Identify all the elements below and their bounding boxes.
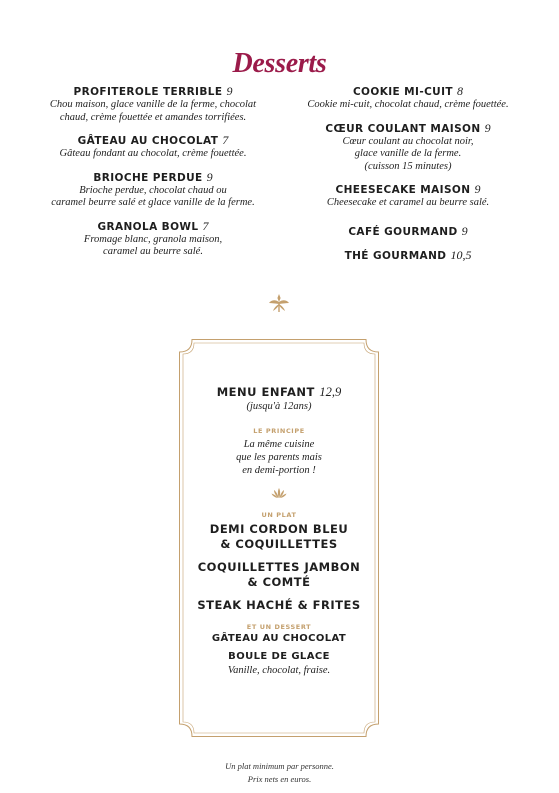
item-description [30,234,276,259]
menu-item [290,182,526,210]
dessert-label: ET UN DESSERT [246,623,312,631]
item-name: THÉ GOURMAND [344,249,447,262]
menu-item [30,219,276,259]
menu-item [30,133,276,161]
dish-line: COQUILLETTES JAMBON [197,560,361,574]
kids-dish [180,522,378,552]
desc-line: Fromage blanc, granola maison, [83,233,223,245]
item-name: COOKIE MI-CUIT [352,86,453,98]
dish-line: & COMTÉ [247,575,311,589]
principle-line: en demi-portion ! [242,465,316,476]
desc-line: Chou maison, glace vanille de la ferme, chocolat [49,99,257,110]
menu-item [290,84,526,112]
dish-label: UN PLAT [261,511,297,519]
principle-text [180,438,378,477]
menu-item [290,224,526,239]
footer-line: Prix nets en euros. [247,774,312,784]
item-description [30,148,276,161]
item-name: GÂTEAU AU CHOCOLAT [77,135,219,147]
kids-dessert: GÂTEAU AU CHOCOLAT [211,633,347,644]
kids-dish [180,598,378,613]
principle-line: que les parents mais [236,452,322,463]
item-description [290,197,526,210]
item-price: 9 [484,120,491,135]
item-description [30,99,276,124]
dish-line: DEMI CORDON BLEU [209,522,349,536]
item-name: PROFITEROLE TERRIBLE [73,86,223,98]
item-price: 9 [461,223,468,238]
item-price: 9 [474,182,481,196]
desc-line: caramel beurre salé et glace vanille de la ferme. [51,197,255,208]
age-note: (jusqu'à 12ans) [246,401,312,412]
item-price: 9 [226,84,233,98]
item-name: CŒUR COULANT MAISON [325,122,481,135]
kids-menu [180,385,378,677]
kids-dessert: BOULE DE GLACE [228,651,330,662]
item-name: CHEESECAKE MAISON [335,184,471,196]
item-name-line [30,170,276,185]
kids-menu-title [180,385,378,400]
menu-item [30,84,276,124]
item-price: 9 [206,169,213,184]
footer-note [0,760,559,786]
desc-line: Brioche perdue, chocolat chaud ou [79,184,227,196]
item-name-line [290,121,526,136]
dessert-note: Vanille, chocolat, fraise. [227,665,331,676]
item-name: GRANOLA BOWL [97,220,199,233]
item-name-line [30,219,276,234]
kids-menu-name: MENU ENFANT [216,385,315,399]
footer-line: Un plat minimum par personne. [225,761,334,771]
item-price: 10,5 [450,247,472,262]
item-price: 7 [222,133,229,147]
desc-line: Cœur coulant au chocolat noir, [342,135,474,147]
item-description [290,99,526,112]
desc-line: Cookie mi-cuit, chocolat chaud, crème fouettée. [307,99,509,110]
dessert-column-right [290,84,526,272]
dessert-column-left [30,84,276,268]
kids-dish [180,560,378,590]
desc-line: glace vanille de la ferme. [354,148,462,159]
lotus-sprig-icon [271,487,287,499]
page-title: Desserts [232,48,327,79]
dish-line: STEAK HACHÉ & FRITES [197,598,361,612]
item-name-line [290,248,526,263]
principle-label: LE PRINCIPE [253,427,305,435]
principle-line: La même cuisine [243,439,315,450]
item-description [290,136,526,174]
item-name-line [290,224,526,239]
item-description [30,185,276,210]
desc-line: (cuisson 15 minutes) [364,160,452,172]
fleur-ornament-icon [268,293,290,313]
item-price: 7 [202,218,209,233]
item-name: BRIOCHE PERDUE [93,171,203,184]
menu-item [290,121,526,174]
desc-line: Gâteau fondant au chocolat, crème fouettée. [59,148,247,159]
menu-item [30,170,276,210]
desc-line: caramel au beurre salé. [103,246,203,257]
item-name-line [30,84,276,99]
item-price: 8 [457,84,464,98]
menu-item [290,248,526,263]
desc-line: chaud, crème fouettée et amandes torrifiées. [59,111,247,123]
item-name: CAFÉ GOURMAND [348,225,458,238]
item-name-line [290,182,526,197]
item-name-line [290,84,526,99]
kids-menu-price: 12,9 [319,385,342,399]
item-name-line [30,133,276,148]
desc-line: Cheesecake et caramel au beurre salé. [326,197,490,208]
dish-line: & COQUILLETTES [220,537,338,551]
